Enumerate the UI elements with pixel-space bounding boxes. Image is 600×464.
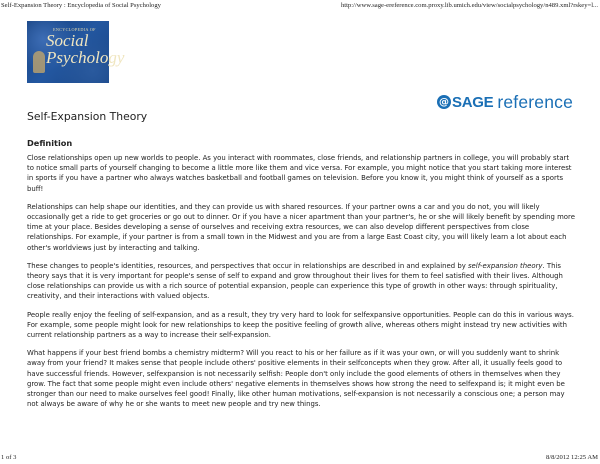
sage-reference-logo — [437, 93, 573, 111]
encyclopedia-cover-image — [27, 21, 125, 83]
print-header — [0, 2, 600, 12]
cover-top-text: ENCYCLOPEDIA OF — [53, 27, 96, 32]
paragraph: Close relationships open up new worlds to people. As you interact with roommates, close friends, and relationship partners in college, you will probably start to notice small parts of yourself changing to become a little more like them and vice versa. For example, you might notice that you start taking more interest in sports if you have a partner who always watches basketball and football games on television. Before you know it, you might think of yourself as a sports buff! — [27, 154, 572, 193]
paragraph-emphasis: self-expansion theory — [467, 261, 543, 270]
article-body — [27, 153, 575, 417]
logo-product: reference — [497, 91, 574, 112]
paragraph: Relationships can help shape our identities, and they can provide us with shared resources. If your partner owns a car and you do not, you will likely occasionally get a ride to get groceries or go out to dinner. Or if you have a nicer apartment than your partner's, he or she will likely benefit by spending more time at your place. Besides developing a sense of ourselves and receiving extra resources, we can also develop different perspectives from close relationships. For example, if your partner is from a small town in the Midwest and you are from a large East Coast city, you will likely learn a lot about each other's worldviews just by interacting and talking. — [27, 202, 575, 252]
paragraph: What happens if your best friend bombs a chemistry midterm? Will you react to his or her failure as if it was your own, or will you suddenly want to shrink away from your friend? It makes sense that people include others' positive elements in their selfconcepts when they grow. After all, it usually feels good to have successful friends. However, selfexpansion is not necessarily selfish: People don't only include the good elements of others in themselves when they grow. The fact that some people might even include others' negative elements in themselves shows how strong the need to selfexpand is; it might even be stronger than our need to make ourselves feel good! Finally, like other human motivations, self-expansion is not necessarily a conscious one; a person may not always be aware of why he or she wants to meet new people and try new things. — [27, 349, 565, 409]
print-footer — [0, 454, 600, 464]
paragraph-text: These changes to people's identities, resources, and perspectives that occur in relationships are described in and explained by — [27, 261, 468, 270]
paragraph-text: . This theory says that it is very important for people's sense of self to expand and grow throughout their lives for them to feel satisfied with their lives. Although close relationships can provide us with a rich source of potential expansion, people can experience this type of growth in other ways: through spirituality, creativity, and their interactions with valued objects. — [27, 261, 563, 301]
cover-title-line2: Psychology — [46, 48, 125, 67]
article-title: Self-Expansion Theory — [27, 110, 148, 123]
cover-figure-decoration — [33, 51, 45, 73]
print-header-title: Self-Expansion Theory : Encyclopedia of Social Psychology — [1, 2, 161, 9]
section-heading: Definition — [27, 138, 73, 148]
paragraph — [27, 261, 575, 302]
logo-brand: SAGE — [452, 93, 494, 111]
cover-title-line1: Social — [46, 31, 89, 50]
print-header-url: http://www.sage-ereference.com.proxy.lib.umich.edu/view/socialpsychology/n489.xml?rskey=l... — [340, 2, 598, 9]
print-timestamp: 8/8/2012 12:25 AM — [545, 454, 598, 461]
sage-at-icon: @ — [439, 96, 449, 108]
page-count: 1 of 3 — [1, 454, 17, 461]
paragraph: People really enjoy the feeling of self-expansion, and as a result, they try very hard to look for selfexpansive opportunities. People can do this in various ways. For example, some people might look for new relationships to keep the positive feeling of growth alive, whereas others might instead try new activities with current relationship partners as a way to increase their self-expansion. — [27, 310, 574, 340]
